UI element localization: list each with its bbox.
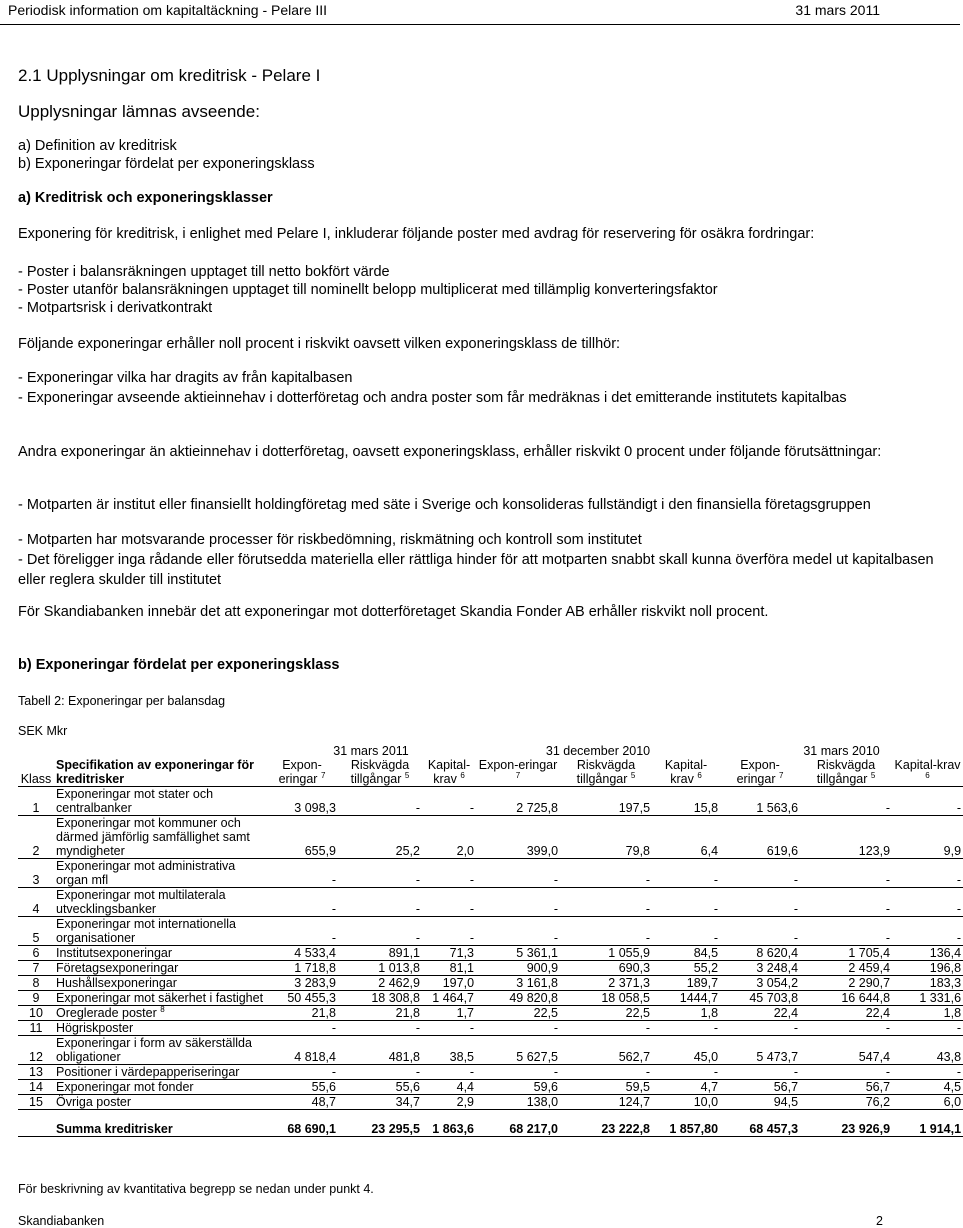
column-header-riskvagda-label: Riskvägda tillgångar bbox=[576, 758, 636, 786]
row-value: - bbox=[800, 1065, 892, 1080]
column-header-riskvagda bbox=[560, 758, 652, 787]
table-row bbox=[18, 1006, 963, 1021]
column-header-exponeringar bbox=[266, 758, 338, 787]
row-value: - bbox=[422, 1021, 476, 1036]
table-header-periods bbox=[18, 744, 963, 758]
row-value: - bbox=[800, 787, 892, 816]
row-value: - bbox=[476, 1021, 560, 1036]
row-specification bbox=[54, 859, 266, 888]
row-value: - bbox=[422, 888, 476, 917]
row-value: 22,4 bbox=[720, 1006, 800, 1021]
row-value: 55,6 bbox=[338, 1080, 422, 1095]
row-value: 138,0 bbox=[476, 1095, 560, 1110]
row-value: 5 627,5 bbox=[476, 1036, 560, 1065]
row-value: 4,7 bbox=[652, 1080, 720, 1095]
row-value: - bbox=[892, 1065, 963, 1080]
list-item-b: b) Exponeringar fördelat per exponeringsklass bbox=[18, 156, 315, 172]
row-value: - bbox=[338, 917, 422, 946]
total-class-cell bbox=[18, 1110, 54, 1137]
row-value: - bbox=[892, 859, 963, 888]
row-specification-text: Högriskposter bbox=[56, 1021, 134, 1035]
row-value: 124,7 bbox=[560, 1095, 652, 1110]
row-class-number: 2 bbox=[18, 816, 54, 859]
row-value: 3 161,8 bbox=[476, 976, 560, 991]
row-class-number: 4 bbox=[18, 888, 54, 917]
row-value: 5 361,1 bbox=[476, 946, 560, 961]
row-specification-text: Exponeringar mot fonder bbox=[56, 1080, 194, 1094]
total-value: 23 926,9 bbox=[800, 1110, 892, 1137]
table-row bbox=[18, 917, 963, 946]
column-header-riskvagda-footnote: 5 bbox=[630, 770, 636, 780]
period-label: 31 mars 2011 bbox=[333, 744, 409, 758]
row-value: 1,8 bbox=[892, 1006, 963, 1021]
table-row bbox=[18, 816, 963, 859]
row-value: 71,3 bbox=[422, 946, 476, 961]
row-value: 76,2 bbox=[800, 1095, 892, 1110]
row-value: 6,4 bbox=[652, 816, 720, 859]
row-value: 481,8 bbox=[338, 1036, 422, 1065]
row-value: 45 703,8 bbox=[720, 991, 800, 1006]
row-specification-text: Företagsexponeringar bbox=[56, 961, 179, 975]
row-value: - bbox=[338, 1021, 422, 1036]
row-value: - bbox=[720, 859, 800, 888]
row-value: - bbox=[892, 787, 963, 816]
row-value: - bbox=[338, 1065, 422, 1080]
row-value: 9,9 bbox=[892, 816, 963, 859]
column-header-riskvagda-footnote: 5 bbox=[404, 770, 410, 780]
row-specification-text: Exponeringar mot internationella organisationer bbox=[56, 917, 236, 945]
table-row bbox=[18, 1080, 963, 1095]
row-specification bbox=[54, 888, 266, 917]
row-specification bbox=[54, 991, 266, 1006]
row-class-number: 11 bbox=[18, 1021, 54, 1036]
footer-company: Skandiabanken bbox=[18, 1214, 105, 1228]
row-specification-text: Exponeringar mot administrativa organ mfl bbox=[56, 859, 236, 887]
row-value: 45,0 bbox=[652, 1036, 720, 1065]
row-value: - bbox=[266, 1065, 338, 1080]
row-value: - bbox=[266, 859, 338, 888]
table-row bbox=[18, 787, 963, 816]
row-value: - bbox=[422, 787, 476, 816]
row-specification-text: Exponeringar i form av säkerställda obligationer bbox=[56, 1036, 252, 1064]
exposure-table bbox=[18, 744, 963, 1137]
column-header-exponeringar-footnote: 7 bbox=[515, 770, 521, 780]
row-class-number: 13 bbox=[18, 1065, 54, 1080]
row-value: 690,3 bbox=[560, 961, 652, 976]
row-value: 1444,7 bbox=[652, 991, 720, 1006]
row-value: 22,4 bbox=[800, 1006, 892, 1021]
total-value: 23 295,5 bbox=[338, 1110, 422, 1137]
bullet-2-2: - Exponeringar avseende aktieinnehav i dotterföretag och andra poster som får medräknas i det emitterande institutets kapitalbas bbox=[18, 390, 847, 406]
row-value: 189,7 bbox=[652, 976, 720, 991]
row-value: 196,8 bbox=[892, 961, 963, 976]
row-class-number: 6 bbox=[18, 946, 54, 961]
row-specification-text: Positioner i värdepapperiseringar bbox=[56, 1065, 240, 1079]
row-specification bbox=[54, 787, 266, 816]
row-value: 84,5 bbox=[652, 946, 720, 961]
row-specification bbox=[54, 917, 266, 946]
header-date: 31 mars 2011 bbox=[795, 2, 880, 18]
row-value: 18 058,5 bbox=[560, 991, 652, 1006]
column-header-kapitalkrav bbox=[892, 758, 963, 787]
column-header-klass: Klass bbox=[18, 758, 54, 787]
column-header-kapitalkrav-label: Kapital-krav bbox=[427, 758, 471, 786]
total-value: 1 914,1 bbox=[892, 1110, 963, 1137]
row-value: 183,3 bbox=[892, 976, 963, 991]
row-value: 4 818,4 bbox=[266, 1036, 338, 1065]
total-value: 68 457,3 bbox=[720, 1110, 800, 1137]
header-divider bbox=[0, 24, 960, 25]
row-value: - bbox=[560, 1021, 652, 1036]
row-value: 1,7 bbox=[422, 1006, 476, 1021]
row-value: 48,7 bbox=[266, 1095, 338, 1110]
total-value: 23 222,8 bbox=[560, 1110, 652, 1137]
row-value: 2 459,4 bbox=[800, 961, 892, 976]
row-value: - bbox=[476, 859, 560, 888]
row-class-number: 8 bbox=[18, 976, 54, 991]
column-header-kapitalkrav-label: Kapital-krav bbox=[664, 758, 708, 786]
column-header-exponeringar-label: Expon-eringar bbox=[736, 758, 780, 786]
row-value: - bbox=[652, 1065, 720, 1080]
table-row bbox=[18, 1095, 963, 1110]
row-value: 10,0 bbox=[652, 1095, 720, 1110]
row-value: - bbox=[266, 1021, 338, 1036]
row-value: - bbox=[560, 917, 652, 946]
bullet-3-2: - Motparten har motsvarande processer för riskbedömning, riskmätning och kontroll som institutet bbox=[18, 532, 642, 548]
total-value: 1 857,80 bbox=[652, 1110, 720, 1137]
column-header-spec: Specifikation av exponeringar för kreditrisker bbox=[54, 758, 266, 787]
column-header-exponeringar bbox=[720, 758, 800, 787]
row-value: - bbox=[476, 888, 560, 917]
row-value: - bbox=[560, 888, 652, 917]
row-value: 18 308,8 bbox=[338, 991, 422, 1006]
row-value: 547,4 bbox=[800, 1036, 892, 1065]
row-value: 4 533,4 bbox=[266, 946, 338, 961]
row-value: 22,5 bbox=[560, 1006, 652, 1021]
row-value: - bbox=[422, 859, 476, 888]
row-class-number: 9 bbox=[18, 991, 54, 1006]
period-label: 31 december 2010 bbox=[545, 744, 651, 758]
row-specification-text: Exponeringar mot stater och centralbanker bbox=[56, 787, 214, 815]
row-value: 136,4 bbox=[892, 946, 963, 961]
row-value: - bbox=[560, 1065, 652, 1080]
column-header-exponeringar-footnote: 7 bbox=[779, 770, 784, 780]
row-value: 16 644,8 bbox=[800, 991, 892, 1006]
row-value: 2 462,9 bbox=[338, 976, 422, 991]
column-header-exponeringar-footnote: 7 bbox=[320, 770, 326, 780]
column-header-kapitalkrav-footnote: 6 bbox=[697, 770, 702, 780]
row-value: - bbox=[652, 1021, 720, 1036]
row-specification bbox=[54, 976, 266, 991]
bullet-1-1: - Poster i balansräkningen upptaget till netto bokfört värde bbox=[18, 264, 390, 280]
table-body bbox=[18, 744, 963, 1137]
table-row bbox=[18, 991, 963, 1006]
bullet-3-3: - Det föreligger inga rådande eller förutsedda materiella eller rättliga hinder för att motparten snabbt skall kunna överföra medel ut kapitalbasen eller reglera skulder till institutet bbox=[18, 552, 934, 588]
row-value: 900,9 bbox=[476, 961, 560, 976]
intro-text: Upplysningar lämnas avseende: bbox=[18, 102, 260, 121]
row-class-number: 1 bbox=[18, 787, 54, 816]
row-value: 6,0 bbox=[892, 1095, 963, 1110]
row-value: 22,5 bbox=[476, 1006, 560, 1021]
column-header-kapitalkrav-label: Kapital-krav bbox=[894, 758, 961, 772]
row-value: - bbox=[266, 917, 338, 946]
row-value: 2 725,8 bbox=[476, 787, 560, 816]
row-value: - bbox=[800, 859, 892, 888]
list-item-a: a) Definition av kreditrisk bbox=[18, 138, 177, 154]
column-header-kapitalkrav bbox=[652, 758, 720, 787]
row-value: 25,2 bbox=[338, 816, 422, 859]
row-value: 562,7 bbox=[560, 1036, 652, 1065]
row-value: 15,8 bbox=[652, 787, 720, 816]
row-value: 81,1 bbox=[422, 961, 476, 976]
row-class-number: 10 bbox=[18, 1006, 54, 1021]
row-value: - bbox=[800, 917, 892, 946]
subsection-b-title: b) Exponeringar fördelat per exponeringsklass bbox=[18, 657, 340, 673]
row-value: 1 331,6 bbox=[892, 991, 963, 1006]
row-value: 8 620,4 bbox=[720, 946, 800, 961]
row-value: 3 098,3 bbox=[266, 787, 338, 816]
column-header-exponeringar bbox=[476, 758, 560, 787]
row-value: - bbox=[422, 1065, 476, 1080]
row-value: 56,7 bbox=[800, 1080, 892, 1095]
row-value: - bbox=[720, 1065, 800, 1080]
row-specification-text: Oreglerade poster bbox=[56, 1006, 157, 1020]
table-row bbox=[18, 859, 963, 888]
column-header-kapitalkrav-footnote: 6 bbox=[925, 770, 930, 780]
table-row bbox=[18, 961, 963, 976]
row-class-number: 3 bbox=[18, 859, 54, 888]
row-value: 2 290,7 bbox=[800, 976, 892, 991]
total-value: 1 863,6 bbox=[422, 1110, 476, 1137]
row-value: 197,0 bbox=[422, 976, 476, 991]
row-value: 79,8 bbox=[560, 816, 652, 859]
table-header-columns bbox=[18, 758, 963, 787]
row-value: 59,5 bbox=[560, 1080, 652, 1095]
row-value: 56,7 bbox=[720, 1080, 800, 1095]
row-value: 891,1 bbox=[338, 946, 422, 961]
row-value: 1 464,7 bbox=[422, 991, 476, 1006]
row-value: 4,5 bbox=[892, 1080, 963, 1095]
row-specification-text: Övriga poster bbox=[56, 1095, 132, 1109]
row-specification bbox=[54, 1006, 266, 1021]
row-class-number: 5 bbox=[18, 917, 54, 946]
row-value: - bbox=[652, 859, 720, 888]
column-header-riskvagda bbox=[338, 758, 422, 787]
row-value: 197,5 bbox=[560, 787, 652, 816]
row-specification-text: Institutsexponeringar bbox=[56, 946, 173, 960]
row-value: 49 820,8 bbox=[476, 991, 560, 1006]
row-value: - bbox=[800, 1021, 892, 1036]
row-value: 21,8 bbox=[338, 1006, 422, 1021]
footnote: För beskrivning av kvantitativa begrepp se nedan under punkt 4. bbox=[18, 1182, 374, 1196]
column-header-riskvagda bbox=[800, 758, 892, 787]
row-value: 55,6 bbox=[266, 1080, 338, 1095]
row-specification bbox=[54, 946, 266, 961]
row-value: 55,2 bbox=[652, 961, 720, 976]
row-specification-text: Exponeringar mot kommuner och därmed jämförlig samfällighet samt myndigheter bbox=[56, 816, 250, 858]
row-value: 619,6 bbox=[720, 816, 800, 859]
row-value: - bbox=[720, 917, 800, 946]
row-value: - bbox=[720, 888, 800, 917]
row-value: 3 248,4 bbox=[720, 961, 800, 976]
total-value: 68 690,1 bbox=[266, 1110, 338, 1137]
row-value: 38,5 bbox=[422, 1036, 476, 1065]
row-specification-text: Hushållsexponeringar bbox=[56, 976, 177, 990]
table-caption: Tabell 2: Exponeringar per balansdag bbox=[18, 694, 226, 708]
row-value: - bbox=[800, 888, 892, 917]
subsection-a-title: a) Kreditrisk och exponeringsklasser bbox=[18, 190, 273, 206]
table-row bbox=[18, 888, 963, 917]
row-class-number: 12 bbox=[18, 1036, 54, 1065]
row-value: 655,9 bbox=[266, 816, 338, 859]
column-header-riskvagda-footnote: 5 bbox=[870, 770, 876, 780]
row-value: - bbox=[652, 888, 720, 917]
column-header-riskvagda-label: Riskvägda tillgångar bbox=[816, 758, 876, 786]
currency-label: SEK Mkr bbox=[18, 724, 68, 738]
row-specification bbox=[54, 1080, 266, 1095]
row-value: 2,0 bbox=[422, 816, 476, 859]
column-header-kapitalkrav bbox=[422, 758, 476, 787]
row-specification-text: Exponeringar mot säkerhet i fastighet bbox=[56, 991, 264, 1005]
paragraph-4: För Skandiabanken innebär det att exponeringar mot dotterföretaget Skandia Fonder AB erhåller riskvikt noll procent. bbox=[18, 604, 769, 620]
row-value: - bbox=[892, 1021, 963, 1036]
total-label: Summa kreditrisker bbox=[54, 1110, 266, 1137]
table-row bbox=[18, 1065, 963, 1080]
section-title: 2.1 Upplysningar om kreditrisk - Pelare I bbox=[18, 66, 321, 85]
column-header-exponeringar-label: Expon-eringar bbox=[278, 758, 322, 786]
row-value: 5 473,7 bbox=[720, 1036, 800, 1065]
row-value: - bbox=[476, 917, 560, 946]
row-value: 399,0 bbox=[476, 816, 560, 859]
table-total-row bbox=[18, 1110, 963, 1137]
paragraph-3: Andra exponeringar än aktieinnehav i dotterföretag, oavsett exponeringsklass, erhåller riskvikt 0 procent under följande förutsättningar: bbox=[18, 444, 882, 460]
row-value: 43,8 bbox=[892, 1036, 963, 1065]
row-value: 2 371,3 bbox=[560, 976, 652, 991]
row-value: - bbox=[266, 888, 338, 917]
column-header-kapitalkrav-footnote: 6 bbox=[460, 770, 465, 780]
row-specification bbox=[54, 1095, 266, 1110]
row-specification bbox=[54, 1065, 266, 1080]
row-value: 1 705,4 bbox=[800, 946, 892, 961]
table-row bbox=[18, 976, 963, 991]
table-row bbox=[18, 1036, 963, 1065]
row-specification bbox=[54, 816, 266, 859]
column-header-exponeringar-label: Expon-eringar bbox=[478, 758, 558, 772]
row-value: - bbox=[338, 888, 422, 917]
row-value: - bbox=[422, 917, 476, 946]
row-value: 3 054,2 bbox=[720, 976, 800, 991]
row-value: 3 283,9 bbox=[266, 976, 338, 991]
row-specification bbox=[54, 961, 266, 976]
column-header-riskvagda-label: Riskvägda tillgångar bbox=[350, 758, 410, 786]
row-value: - bbox=[892, 917, 963, 946]
row-class-number: 7 bbox=[18, 961, 54, 976]
bullet-1-3: - Motpartsrisk i derivatkontrakt bbox=[18, 300, 213, 316]
row-value: 50 455,3 bbox=[266, 991, 338, 1006]
bullet-3-1: - Motparten är institut eller finansiellt holdingföretag med säte i Sverige och konsolideras fullständigt i den finansiella företagsgruppen bbox=[18, 497, 871, 513]
row-value: 1 563,6 bbox=[720, 787, 800, 816]
table-row bbox=[18, 946, 963, 961]
row-footnote: 8 bbox=[160, 1004, 165, 1014]
row-value: - bbox=[720, 1021, 800, 1036]
row-class-number: 15 bbox=[18, 1095, 54, 1110]
row-specification bbox=[54, 1036, 266, 1065]
period-label: 31 mars 2010 bbox=[803, 744, 880, 758]
row-value: - bbox=[338, 787, 422, 816]
row-value: 1 013,8 bbox=[338, 961, 422, 976]
row-value: - bbox=[560, 859, 652, 888]
row-value: 94,5 bbox=[720, 1095, 800, 1110]
paragraph-2: Följande exponeringar erhåller noll procent i riskvikt oavsett vilken exponeringsklass de tillhör: bbox=[18, 336, 621, 352]
row-value: 4,4 bbox=[422, 1080, 476, 1095]
bullet-2-1: - Exponeringar vilka har dragits av från kapitalbasen bbox=[18, 370, 353, 386]
table-row bbox=[18, 1021, 963, 1036]
paragraph-1: Exponering för kreditrisk, i enlighet med Pelare I, inkluderar följande poster med avdrag för reservering för osäkra fordringar: bbox=[18, 226, 815, 242]
row-specification-text: Exponeringar mot multilaterala utvecklingsbanker bbox=[56, 888, 226, 916]
row-value: 34,7 bbox=[338, 1095, 422, 1110]
row-value: 21,8 bbox=[266, 1006, 338, 1021]
total-value: 68 217,0 bbox=[476, 1110, 560, 1137]
row-value: - bbox=[476, 1065, 560, 1080]
header-title: Periodisk information om kapitaltäckning - Pelare III bbox=[8, 2, 328, 18]
footer-page-number: 2 bbox=[876, 1214, 883, 1228]
row-value: 1,8 bbox=[652, 1006, 720, 1021]
row-value: 1 718,8 bbox=[266, 961, 338, 976]
row-value: - bbox=[338, 859, 422, 888]
bullet-1-2: - Poster utanför balansräkningen upptaget till nominellt belopp multiplicerat med tillämplig konverteringsfaktor bbox=[18, 282, 718, 298]
row-value: 1 055,9 bbox=[560, 946, 652, 961]
row-value: 59,6 bbox=[476, 1080, 560, 1095]
row-value: - bbox=[892, 888, 963, 917]
row-value: - bbox=[652, 917, 720, 946]
row-value: 123,9 bbox=[800, 816, 892, 859]
row-class-number: 14 bbox=[18, 1080, 54, 1095]
row-specification bbox=[54, 1021, 266, 1036]
row-value: 2,9 bbox=[422, 1095, 476, 1110]
